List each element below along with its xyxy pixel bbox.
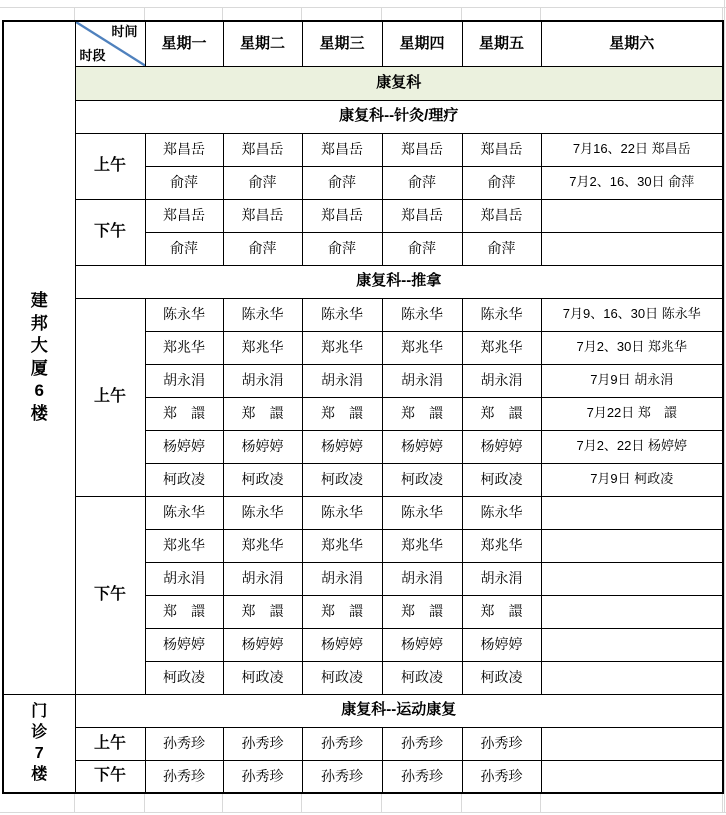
doctor-cell-thu: 陈永华 (382, 298, 462, 331)
doctor-cell-thu: 郑昌岳 (382, 199, 462, 232)
doctor-cell-tue: 柯政凌 (223, 661, 302, 694)
doctor-cell-mon: 陈永华 (145, 496, 223, 529)
doctor-cell-mon: 胡永涓 (145, 562, 223, 595)
empty-cell-sat (541, 562, 723, 595)
gridline (301, 7, 302, 20)
doctor-cell-tue: 郑昌岳 (223, 133, 302, 166)
doctor-cell-mon: 郑 譞 (145, 595, 223, 628)
doctor-cell-sat: 7月9日 柯政凌 (541, 463, 723, 496)
doctor-cell-tue: 孙秀珍 (223, 760, 302, 793)
doctor-cell-wed: 郑 譞 (302, 397, 382, 430)
section-title: 康复科--运动康复 (75, 694, 723, 727)
location-label-char: 大 (30, 336, 48, 356)
doctor-cell-wed: 孙秀珍 (302, 760, 382, 793)
doctor-cell-fri: 郑昌岳 (462, 133, 541, 166)
doctor-cell-mon: 郑兆华 (145, 529, 223, 562)
gridline (540, 793, 541, 812)
doctor-cell-mon: 郑兆华 (145, 331, 223, 364)
doctor-cell-wed: 孙秀珍 (302, 727, 382, 760)
doctor-cell-wed: 胡永涓 (302, 562, 382, 595)
gridline (722, 7, 723, 20)
doctor-cell-thu: 陈永华 (382, 496, 462, 529)
doctor-cell-wed: 陈永华 (302, 298, 382, 331)
doctor-cell-sat: 7月22日 郑 譞 (541, 397, 723, 430)
doctor-cell-thu: 柯政凌 (382, 463, 462, 496)
location-label-char: 邦 (30, 313, 48, 333)
location-label-char: 7 (34, 745, 44, 763)
doctor-cell-thu: 柯政凌 (382, 661, 462, 694)
period-cell-下午: 下午 (75, 496, 145, 694)
location-label-char: 厦 (30, 358, 48, 378)
location-label-char: 建 (30, 291, 48, 311)
gridline (722, 793, 723, 812)
empty-cell-sat (541, 727, 723, 760)
doctor-cell-fri: 俞萍 (462, 232, 541, 265)
gridline (0, 812, 726, 813)
doctor-cell-mon: 杨婷婷 (145, 628, 223, 661)
doctor-cell-mon: 孙秀珍 (145, 760, 223, 793)
doctor-cell-thu: 俞萍 (382, 166, 462, 199)
corner-period-label: 时段 (79, 48, 106, 64)
doctor-cell-fri: 杨婷婷 (462, 430, 541, 463)
doctor-cell-fri: 郑兆华 (462, 529, 541, 562)
doctor-cell-fri: 郑 譞 (462, 397, 541, 430)
empty-cell-sat (541, 628, 723, 661)
doctor-cell-thu: 孙秀珍 (382, 727, 462, 760)
doctor-cell-mon: 柯政凌 (145, 661, 223, 694)
doctor-cell-wed: 郑兆华 (302, 529, 382, 562)
doctor-cell-mon: 杨婷婷 (145, 430, 223, 463)
doctor-cell-mon: 郑昌岳 (145, 133, 223, 166)
location-label-char: 诊 (31, 724, 48, 742)
empty-cell-sat (541, 760, 723, 793)
doctor-cell-fri: 胡永涓 (462, 364, 541, 397)
gridline (0, 7, 726, 8)
doctor-cell-wed: 俞萍 (302, 232, 382, 265)
corner-time-label: 时间 (111, 24, 138, 39)
doctor-cell-wed: 柯政凌 (302, 463, 382, 496)
doctor-cell-fri: 柯政凌 (462, 463, 541, 496)
empty-cell-sat (541, 529, 723, 562)
doctor-cell-sat: 7月2、30日 郑兆华 (541, 331, 723, 364)
doctor-cell-tue: 郑 譞 (223, 595, 302, 628)
doctor-cell-sat: 7月9日 胡永涓 (541, 364, 723, 397)
gridline (540, 7, 541, 20)
doctor-cell-wed: 郑昌岳 (302, 133, 382, 166)
doctor-cell-wed: 陈永华 (302, 496, 382, 529)
doctor-cell-mon: 郑 譞 (145, 397, 223, 430)
doctor-cell-thu: 胡永涓 (382, 364, 462, 397)
location-label-char: 6 (34, 381, 44, 401)
doctor-cell-thu: 孙秀珍 (382, 760, 462, 793)
doctor-cell-tue: 郑昌岳 (223, 199, 302, 232)
doctor-cell-fri: 陈永华 (462, 496, 541, 529)
doctor-cell-fri: 杨婷婷 (462, 628, 541, 661)
department-banner: 康复科 (75, 66, 723, 100)
doctor-cell-fri: 胡永涓 (462, 562, 541, 595)
doctor-cell-thu: 杨婷婷 (382, 430, 462, 463)
doctor-cell-wed: 俞萍 (302, 166, 382, 199)
doctor-cell-tue: 陈永华 (223, 298, 302, 331)
weekday-header-tue: 星期二 (223, 21, 302, 66)
doctor-cell-wed: 杨婷婷 (302, 628, 382, 661)
empty-cell-sat (541, 595, 723, 628)
weekday-header-wed: 星期三 (302, 21, 382, 66)
doctor-cell-tue: 杨婷婷 (223, 430, 302, 463)
doctor-cell-tue: 胡永涓 (223, 364, 302, 397)
doctor-cell-thu: 郑兆华 (382, 529, 462, 562)
doctor-cell-tue: 郑兆华 (223, 529, 302, 562)
doctor-cell-mon: 胡永涓 (145, 364, 223, 397)
doctor-cell-sat: 7月2、16、30日 俞萍 (541, 166, 723, 199)
gridline (381, 793, 382, 812)
corner-cell (75, 21, 145, 66)
empty-cell-sat (541, 199, 723, 232)
doctor-cell-fri: 陈永华 (462, 298, 541, 331)
gridline (74, 7, 75, 20)
doctor-cell-tue: 陈永华 (223, 496, 302, 529)
doctor-cell-fri: 俞萍 (462, 166, 541, 199)
schedule-table (2, 20, 724, 794)
doctor-cell-sat: 7月2、22日 杨婷婷 (541, 430, 723, 463)
doctor-cell-fri: 孙秀珍 (462, 727, 541, 760)
doctor-cell-sat: 7月16、22日 郑昌岳 (541, 133, 723, 166)
doctor-cell-fri: 柯政凌 (462, 661, 541, 694)
doctor-cell-tue: 俞萍 (223, 232, 302, 265)
doctor-cell-wed: 柯政凌 (302, 661, 382, 694)
gridline (222, 793, 223, 812)
section-title: 康复科--推拿 (75, 265, 723, 298)
doctor-cell-tue: 郑 譞 (223, 397, 302, 430)
gridline (461, 7, 462, 20)
gridline (144, 793, 145, 812)
doctor-cell-tue: 杨婷婷 (223, 628, 302, 661)
period-cell-上午: 上午 (75, 727, 145, 760)
period-cell-下午: 下午 (75, 199, 145, 265)
gridline (222, 7, 223, 20)
location-label-main (3, 21, 75, 694)
period-cell-下午: 下午 (75, 760, 145, 793)
section-title: 康复科--针灸/理疗 (75, 100, 723, 133)
empty-cell-sat (541, 661, 723, 694)
location-label-char: 楼 (31, 766, 48, 784)
doctor-cell-thu: 郑 譞 (382, 595, 462, 628)
doctor-cell-mon: 俞萍 (145, 166, 223, 199)
doctor-cell-tue: 孙秀珍 (223, 727, 302, 760)
doctor-cell-sat: 7月9、16、30日 陈永华 (541, 298, 723, 331)
location-label-char: 楼 (30, 403, 48, 423)
gridline (74, 793, 75, 812)
doctor-cell-mon: 柯政凌 (145, 463, 223, 496)
gridline (461, 793, 462, 812)
period-cell-上午: 上午 (75, 298, 145, 496)
doctor-cell-wed: 郑 譞 (302, 595, 382, 628)
empty-cell-sat (541, 232, 723, 265)
doctor-cell-fri: 孙秀珍 (462, 760, 541, 793)
doctor-cell-thu: 郑兆华 (382, 331, 462, 364)
location-label-char: 门 (31, 703, 48, 721)
doctor-cell-tue: 俞萍 (223, 166, 302, 199)
gridline (301, 793, 302, 812)
doctor-cell-fri: 郑 譞 (462, 595, 541, 628)
doctor-cell-tue: 郑兆华 (223, 331, 302, 364)
gridline (724, 0, 725, 812)
doctor-cell-mon: 孙秀珍 (145, 727, 223, 760)
doctor-cell-wed: 郑兆华 (302, 331, 382, 364)
doctor-cell-mon: 陈永华 (145, 298, 223, 331)
gridline (381, 7, 382, 20)
doctor-cell-thu: 杨婷婷 (382, 628, 462, 661)
weekday-header-fri: 星期五 (462, 21, 541, 66)
location-label-clinic (3, 694, 75, 793)
doctor-cell-mon: 俞萍 (145, 232, 223, 265)
doctor-cell-tue: 柯政凌 (223, 463, 302, 496)
doctor-cell-wed: 胡永涓 (302, 364, 382, 397)
doctor-cell-fri: 郑兆华 (462, 331, 541, 364)
doctor-cell-thu: 郑昌岳 (382, 133, 462, 166)
doctor-cell-tue: 胡永涓 (223, 562, 302, 595)
doctor-cell-mon: 郑昌岳 (145, 199, 223, 232)
period-cell-上午: 上午 (75, 133, 145, 199)
doctor-cell-thu: 郑 譞 (382, 397, 462, 430)
empty-cell-sat (541, 496, 723, 529)
gridline (144, 7, 145, 20)
doctor-cell-wed: 郑昌岳 (302, 199, 382, 232)
weekday-header-mon: 星期一 (145, 21, 223, 66)
doctor-cell-thu: 俞萍 (382, 232, 462, 265)
weekday-header-sat: 星期六 (541, 21, 723, 66)
doctor-cell-fri: 郑昌岳 (462, 199, 541, 232)
weekday-header-thu: 星期四 (382, 21, 462, 66)
doctor-cell-wed: 杨婷婷 (302, 430, 382, 463)
doctor-cell-thu: 胡永涓 (382, 562, 462, 595)
